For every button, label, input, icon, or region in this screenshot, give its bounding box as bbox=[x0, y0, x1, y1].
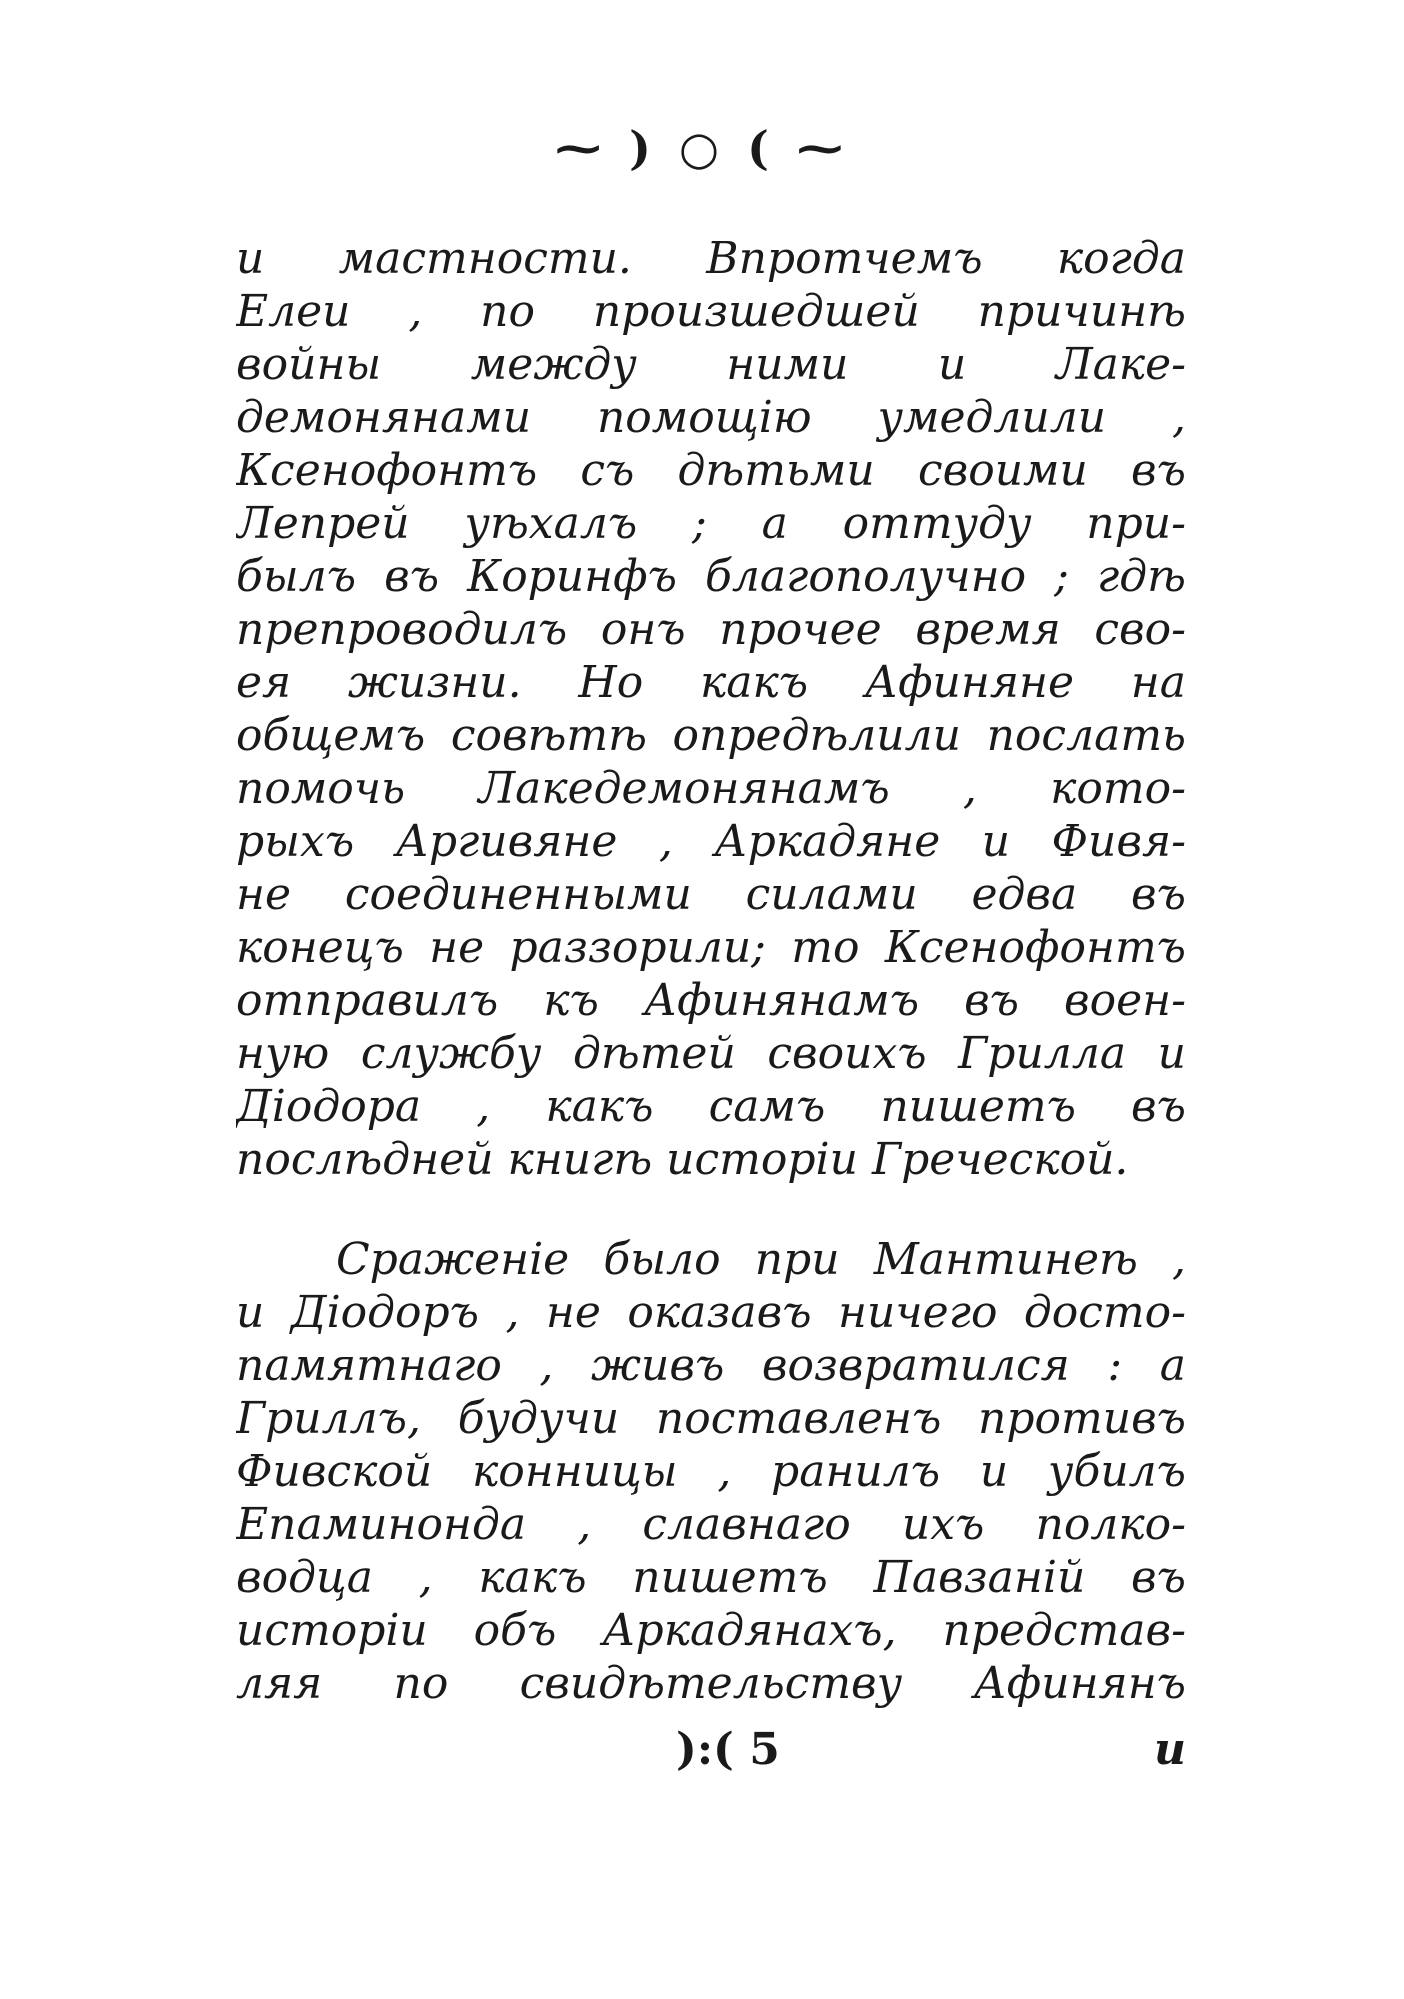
text-line: препроводилъ онъ прочее время сво- bbox=[236, 604, 1186, 655]
text-line: памятнаго , живъ возвратился : а bbox=[236, 1340, 1186, 1391]
text-line: водца , какъ пишетъ Павзаній въ bbox=[236, 1552, 1186, 1603]
text-line: Діодора , какъ самъ пишетъ въ bbox=[236, 1081, 1186, 1132]
page-header-ornament: ⁓ ) ○ ( ⁓ bbox=[555, 121, 849, 175]
text-line: былъ въ Коринфъ благополучно ; гдѣ bbox=[236, 551, 1186, 602]
text-line: Фивской конницы , ранилъ и убилъ bbox=[236, 1446, 1186, 1497]
text-line: рыхъ Аргивяне , Аркадяне и Фивя- bbox=[236, 816, 1186, 867]
text-line: ея жизни. Но какъ Афиняне на bbox=[236, 657, 1186, 708]
text-line: и Діодоръ , не оказавъ ничего достo- bbox=[236, 1287, 1186, 1338]
text-line: Сраженіе было при Мантинеѣ , bbox=[336, 1234, 1186, 1285]
text-line: не соединенными силами едва въ bbox=[236, 869, 1186, 920]
text-line: ную службу дѣтей своихъ Грилла и bbox=[236, 1028, 1186, 1079]
text-line: исторіи объ Аркадянахъ, представ- bbox=[236, 1605, 1186, 1656]
text-line: послѣдней книгѣ исторіи Греческой. bbox=[236, 1134, 1129, 1185]
text-line: общемъ совѣтѣ опредѣлили послать bbox=[236, 710, 1186, 761]
text-line: войны между ними и Лаке- bbox=[236, 339, 1186, 390]
text-line: Гриллъ, будучи поставленъ противъ bbox=[236, 1393, 1186, 1444]
paragraph-2 bbox=[236, 1233, 1186, 1710]
text-line: помочь Лакедемонянамъ , кото- bbox=[236, 763, 1186, 814]
text-line: Ксенофонтъ съ дѣтьми своими въ bbox=[236, 445, 1186, 496]
text-line: Епаминонда , славнаго ихъ полко- bbox=[236, 1499, 1186, 1550]
text-line: конецъ не раззорили; то Ксенофонтъ bbox=[236, 922, 1186, 973]
catchword: и bbox=[1154, 1724, 1186, 1775]
text-line: Лепрей уѣхалъ ; а оттуду при- bbox=[236, 498, 1186, 549]
text-line: отправилъ къ Афинянамъ въ воен- bbox=[236, 975, 1186, 1026]
text-line: Елеи , по произшедшей причинѣ bbox=[236, 286, 1186, 337]
paragraph-1 bbox=[236, 232, 1186, 1186]
text-line: и мастности. Впротчемъ когда bbox=[236, 233, 1186, 284]
page-footer bbox=[236, 1720, 1186, 1780]
text-line: демонянами помощію умедлили , bbox=[236, 392, 1186, 443]
text-line: ляя по свидѣтельству Афинянъ bbox=[236, 1658, 1186, 1709]
signature-mark: ):( 5 bbox=[676, 1724, 780, 1775]
